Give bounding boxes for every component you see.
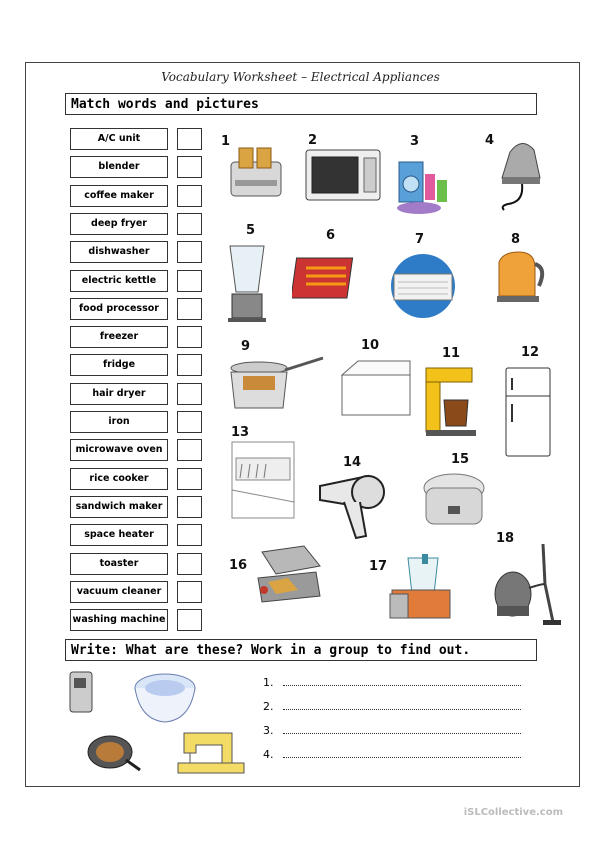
word-box: food processor [70,298,168,320]
answer-box[interactable] [177,609,202,631]
answer-box[interactable] [177,383,202,405]
waffle-maker-picture [82,730,142,776]
word-box: dishwasher [70,241,168,263]
answer-box[interactable] [177,298,202,320]
write-line[interactable] [283,684,521,686]
write-line-number: 2. [263,700,274,713]
picture-number: 14 [343,455,362,470]
picture-number: 12 [521,345,540,360]
picture-number: 17 [369,559,388,574]
picture-number: 15 [451,452,470,467]
answer-box[interactable] [177,156,202,178]
answer-box[interactable] [177,439,202,461]
word-box: washing machine [70,609,168,631]
picture-number: 9 [241,339,251,354]
word-box: rice cooker [70,468,168,490]
picture-number: 16 [229,558,248,573]
picture-number: 11 [442,346,461,361]
answer-box[interactable] [177,468,202,490]
deep-fryer-picture [219,356,327,418]
picture-number: 6 [326,228,336,243]
word-box: vacuum cleaner [70,581,168,603]
vacuum-cleaner-picture [491,544,563,628]
word-box: sandwich maker [70,496,168,518]
answer-box[interactable] [177,128,202,150]
answer-box[interactable] [177,354,202,376]
iron-picture [494,130,549,212]
sandwich-maker-picture [254,544,326,608]
picture-number: 3 [410,134,420,149]
word-box: blender [70,156,168,178]
picture-number: 13 [231,425,250,440]
word-box: toaster [70,553,168,575]
answer-box[interactable] [177,581,202,603]
write-line[interactable] [283,708,521,710]
answer-box[interactable] [177,524,202,546]
freezer-picture [338,357,414,417]
can-opener-picture [66,668,96,718]
toaster-picture [227,140,287,200]
word-box: electric kettle [70,270,168,292]
space-heater-picture [292,248,360,306]
write-line[interactable] [283,732,521,734]
word-box: iron [70,411,168,433]
answer-box[interactable] [177,185,202,207]
fridge-picture [502,366,554,458]
microwave-picture [304,148,382,204]
answer-box[interactable] [177,326,202,348]
write-line[interactable] [283,756,521,758]
answer-box[interactable] [177,213,202,235]
answer-box[interactable] [177,270,202,292]
write-line-number: 1. [263,676,274,689]
watermark: iSLCollective.com [463,807,563,818]
word-box: freezer [70,326,168,348]
word-box: hair dryer [70,383,168,405]
ac-unit-picture [388,252,458,320]
word-box: deep fryer [70,213,168,235]
answer-box[interactable] [177,411,202,433]
picture-number: 18 [496,531,515,546]
word-box: coffee maker [70,185,168,207]
hair-dryer-picture [314,472,390,542]
washing-machine-picture [395,150,453,216]
answer-box[interactable] [177,241,202,263]
word-box: fridge [70,354,168,376]
answer-box[interactable] [177,553,202,575]
worksheet-title: Vocabulary Worksheet – Electrical Appliances [161,70,440,84]
rice-cooker-picture [420,470,488,534]
dishwasher-picture [228,440,298,526]
blender-picture [222,242,272,324]
electric-kettle-picture [489,248,549,306]
picture-number: 8 [511,232,521,247]
section-match-heading: Match words and pictures [65,93,537,115]
write-line-number: 4. [263,748,274,761]
food-processor-picture [386,554,456,622]
picture-number: 7 [415,232,425,247]
picture-number: 4 [485,133,495,148]
picture-number: 1 [221,134,231,149]
word-box: space heater [70,524,168,546]
coffee-maker-picture [422,364,482,438]
word-box: A/C unit [70,128,168,150]
word-box: microwave oven [70,439,168,461]
write-line-number: 3. [263,724,274,737]
sewing-machine-picture [176,723,248,779]
picture-number: 10 [361,338,380,353]
picture-number: 2 [308,133,318,148]
picture-number: 5 [246,223,256,238]
section-write-heading: Write: What are these? Work in a group to find out. [65,639,537,661]
answer-box[interactable] [177,496,202,518]
foot-spa-picture [132,666,198,726]
